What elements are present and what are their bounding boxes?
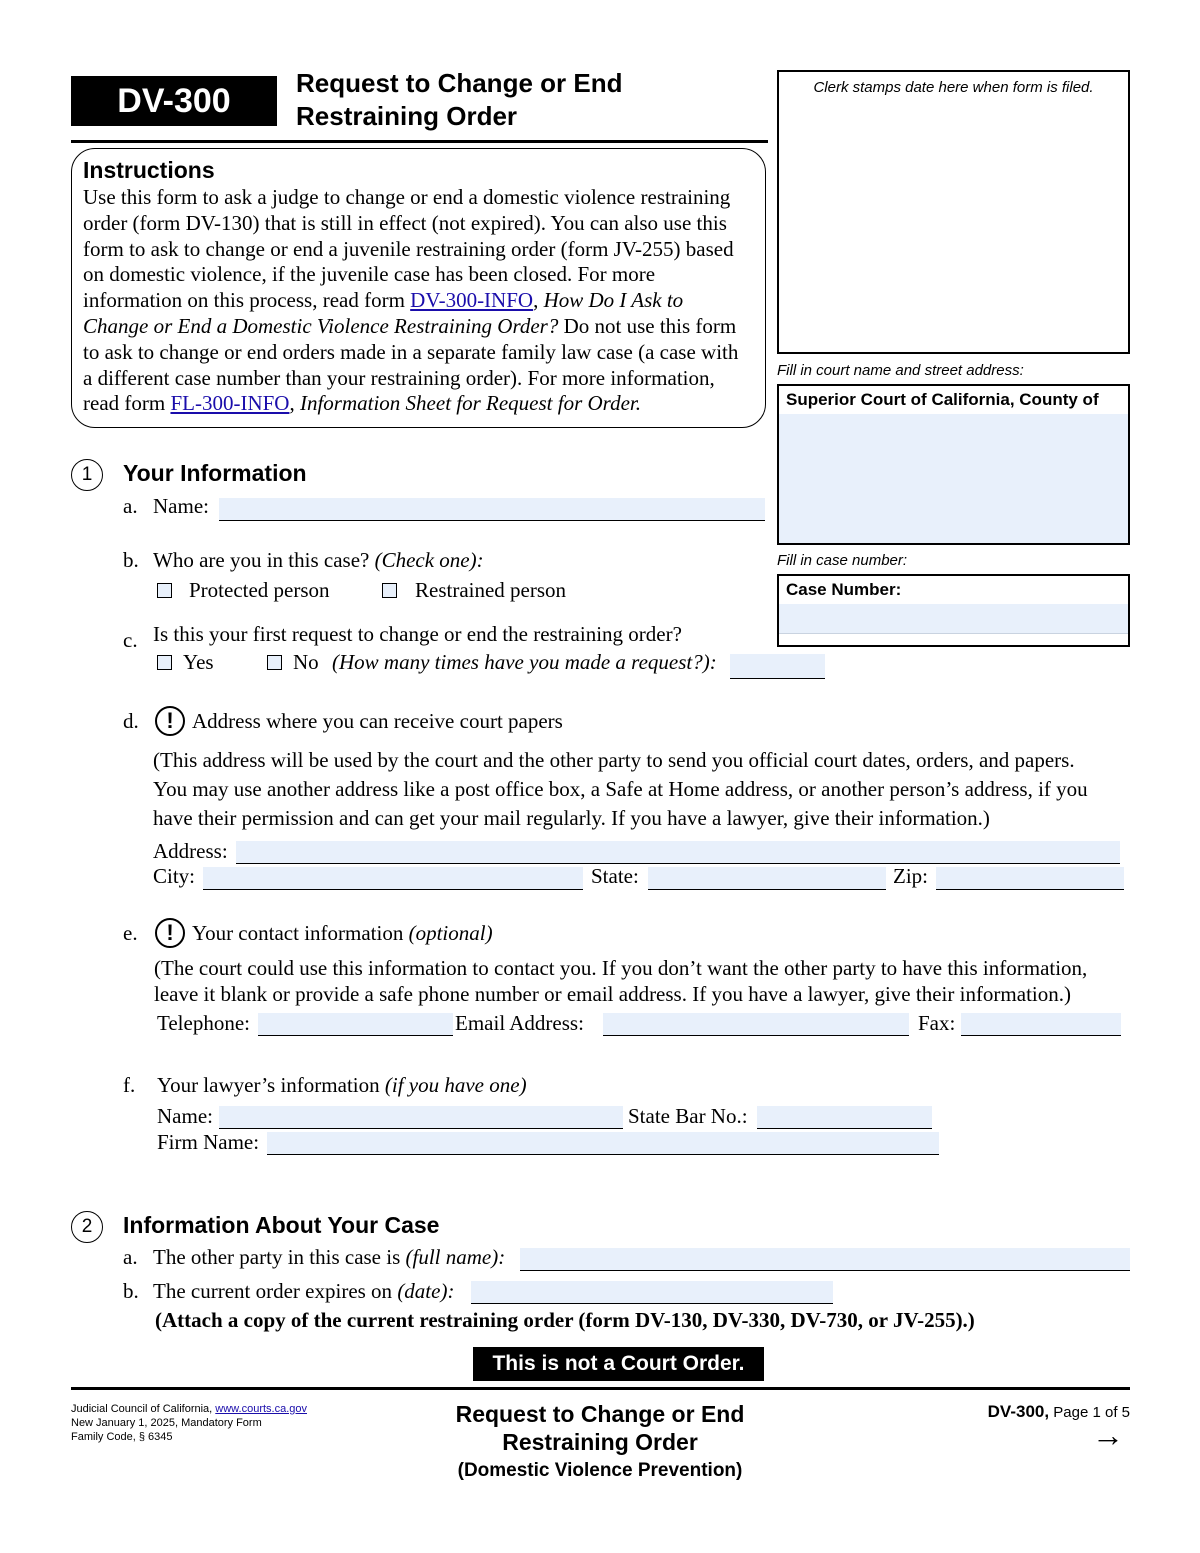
- other-party-name-field[interactable]: [520, 1248, 1130, 1271]
- protected-person-label: Protected person: [189, 578, 330, 602]
- state-field[interactable]: [648, 867, 886, 890]
- header-rule: [71, 140, 768, 143]
- instructions-box: [71, 148, 766, 428]
- telephone-label: Telephone:: [157, 1011, 250, 1035]
- case-number-field[interactable]: [779, 604, 1128, 634]
- fax-field[interactable]: [961, 1013, 1121, 1036]
- firm-name-label: Firm Name:: [157, 1130, 260, 1154]
- section-2-number: 2: [71, 1211, 103, 1243]
- clerk-stamp-note: Clerk stamps date here when form is filed.: [813, 79, 1094, 96]
- item-1c-label: Is this your first request to change or end the restraining order?: [153, 622, 682, 646]
- item-1b-letter: b.: [123, 548, 139, 572]
- item-1a-letter: a.: [123, 494, 138, 518]
- item-2a-letter: a.: [123, 1245, 138, 1269]
- next-page-arrow-icon[interactable]: →: [1092, 1417, 1124, 1453]
- expiration-date-field[interactable]: [471, 1281, 833, 1304]
- item-2a-label: The other party in this case is (full name):: [153, 1245, 506, 1269]
- address-label: Address:: [153, 839, 228, 863]
- item-1e-label: Your contact information (optional): [192, 921, 493, 945]
- footer-form-id: DV-300,: [987, 1402, 1050, 1421]
- item-1e-note: (The court could use this information to contact you. If you don’t want the other party to have this information, leave it blank or provide a safe phone number or email address. If you have a lawyer, give their information.): [154, 956, 1088, 1006]
- restrained-person-label: Restrained person: [415, 578, 567, 602]
- fl-300-info-link[interactable]: FL-300-INFO: [170, 391, 290, 416]
- lawyer-name-field[interactable]: [219, 1106, 623, 1129]
- page-number: Page 1 of 5: [1049, 1404, 1130, 1421]
- item-1f-label: Your lawyer’s information (if you have one): [157, 1073, 527, 1097]
- yes-checkbox[interactable]: [157, 655, 172, 670]
- item-1a-label: Name:: [153, 494, 209, 518]
- name-field[interactable]: [219, 498, 765, 521]
- item-1d-letter: d.: [123, 709, 139, 733]
- email-label: Email Address:: [455, 1011, 584, 1035]
- protected-person-checkbox[interactable]: [157, 583, 172, 598]
- request-count-hint: (How many times have you made a request?):: [332, 650, 717, 674]
- instructions-text: Use this form to ask a judge to change or end a domestic violence restraining order (form DV-130) that is still in effect (not expired). You can also use this form to ask to change or end a juvenile restraining order (form JV-255) based on domestic violence, if the juvenile case has been closed. For more information on this process, read form DV-300-INFO, How Do I Ask to Change or End a Domestic Violence Restraining Order? Do not use this form to ask to change or end orders made in a separate family law case (a case with a different case number than your restraining order). For more information, read form FL-300-INFO, Information Sheet for Request for Order.: [83, 185, 739, 416]
- case-number-label: Case Number:: [786, 580, 902, 599]
- court-label: Superior Court of California, County of: [786, 390, 1099, 409]
- not-court-order-banner: This is not a Court Order.: [473, 1347, 764, 1381]
- restrained-person-checkbox[interactable]: [382, 583, 397, 598]
- attach-note: (Attach a copy of the current restraining order (form DV-130, DV-330, DV-730, or JV-255).): [155, 1308, 975, 1332]
- state-label: State:: [591, 864, 639, 888]
- state-bar-field[interactable]: [757, 1106, 932, 1129]
- footer-rule: [71, 1387, 1130, 1390]
- alert-icon: !: [155, 706, 185, 736]
- court-name-box: [777, 384, 1130, 545]
- item-1f-letter: f.: [123, 1073, 136, 1097]
- item-1d-note: (This address will be used by the court and the other party to send you official court dates, orders, and papers. You may use another address like a post office box, a Safe at Home address, or another person’s address, if you have their permission and can get your mail regularly. If you have a lawyer, give their information.): [153, 748, 1088, 830]
- item-1b-label: Who are you in this case? (Check one):: [153, 548, 484, 572]
- item-1e-letter: e.: [123, 921, 138, 945]
- form-id: DV-300: [117, 82, 231, 120]
- no-label: No: [293, 650, 319, 674]
- firm-name-field[interactable]: [267, 1132, 939, 1155]
- item-1c-letter: c.: [123, 628, 138, 652]
- court-name-field[interactable]: [779, 414, 1128, 543]
- footer-left: Judicial Council of California, www.courts.ca.gov New January 1, 2025, Mandatory Form Family Code, § 6345: [71, 1403, 307, 1443]
- no-checkbox[interactable]: [267, 655, 282, 670]
- form-title: Request to Change or End Restraining Order: [296, 68, 623, 131]
- request-count-field[interactable]: [730, 654, 825, 679]
- yes-label: Yes: [183, 650, 214, 674]
- state-bar-label: State Bar No.:: [628, 1104, 748, 1128]
- telephone-field[interactable]: [258, 1013, 453, 1036]
- instructions-heading: Instructions: [83, 157, 215, 183]
- section-1-title: Your Information: [123, 460, 307, 486]
- footer-title: Request to Change or End Restraining Order (Domestic Violence Prevention): [455, 1401, 745, 1481]
- dv-300-info-link[interactable]: DV-300-INFO: [410, 288, 534, 313]
- lawyer-name-label: Name:: [157, 1104, 213, 1128]
- city-label: City:: [153, 864, 196, 888]
- fax-label: Fax:: [918, 1011, 956, 1035]
- city-field[interactable]: [203, 867, 583, 890]
- item-1d-label: Address where you can receive court papers: [192, 709, 563, 733]
- email-field[interactable]: [603, 1013, 909, 1036]
- courts-website-link[interactable]: www.courts.ca.gov: [215, 1403, 307, 1415]
- section-1-number: 1: [71, 459, 103, 491]
- section-2-title: Information About Your Case: [123, 1212, 440, 1238]
- form-id-box: [71, 76, 277, 126]
- court-prompt: Fill in court name and street address:: [777, 362, 1024, 379]
- case-number-box: [777, 574, 1130, 647]
- zip-field[interactable]: [936, 867, 1124, 890]
- case-prompt: Fill in case number:: [777, 552, 908, 569]
- clerk-stamp-box: [777, 70, 1130, 354]
- alert-icon: !: [155, 918, 185, 948]
- zip-label: Zip:: [893, 864, 928, 888]
- item-2b-label: The current order expires on (date):: [153, 1279, 455, 1303]
- address-field[interactable]: [236, 841, 1120, 864]
- item-2b-letter: b.: [123, 1279, 139, 1303]
